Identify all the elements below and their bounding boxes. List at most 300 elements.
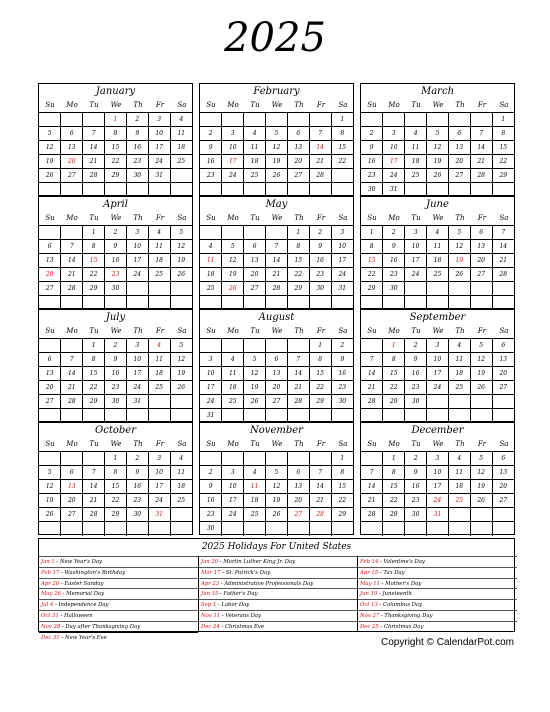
day-cell: 16: [383, 254, 405, 268]
month-title: November: [250, 425, 303, 436]
holiday-row: [39, 588, 198, 599]
holiday-row: [199, 588, 358, 599]
day-cell: 11: [170, 466, 192, 480]
empty-cell: [361, 452, 383, 466]
holiday-name: - Thanksgiving Day: [379, 612, 433, 619]
day-cell: 9: [126, 466, 148, 480]
holiday-date: Jun 15: [201, 591, 219, 598]
day-cell: 22: [383, 381, 405, 395]
day-cell: 16: [331, 367, 353, 381]
day-cell: 18: [200, 268, 222, 282]
day-cell: 4: [427, 226, 449, 240]
month-february: [199, 83, 354, 196]
weekday-label: We: [432, 214, 444, 222]
month-june: [360, 196, 515, 309]
weekday-label: Th: [455, 101, 465, 109]
day-cell: 28: [83, 508, 105, 522]
empty-cell: [105, 409, 127, 423]
day-cell: 15: [83, 367, 105, 381]
day-cell: 2: [105, 339, 127, 353]
day-cell: 20: [492, 367, 514, 381]
day-cell: 12: [170, 240, 192, 254]
day-cell: 22: [83, 268, 105, 282]
day-cell: 1: [383, 339, 405, 353]
day-cell: 9: [331, 353, 353, 367]
weekday-label: Tu: [89, 440, 99, 448]
day-cell: 27: [61, 169, 83, 183]
day-cell: 23: [200, 508, 222, 522]
day-cell: 18: [170, 141, 192, 155]
empty-cell: [470, 282, 492, 296]
day-cell: 9: [405, 466, 427, 480]
empty-cell: [383, 522, 405, 536]
months-grid: [38, 83, 515, 536]
empty-cell: [331, 296, 353, 310]
holidays-title: 2025 Holidays For United States: [201, 542, 352, 552]
day-cell: 18: [222, 381, 244, 395]
weekday-label: Su: [45, 101, 55, 109]
weekday-label: We: [110, 327, 122, 335]
day-cell: 11: [427, 240, 449, 254]
empty-cell: [126, 296, 148, 310]
day-cell: 1: [83, 226, 105, 240]
day-cell: 13: [39, 254, 61, 268]
day-cell: 8: [331, 466, 353, 480]
weekday-label: Su: [367, 327, 377, 335]
month-title: April: [103, 199, 128, 210]
weekday-label: Su: [206, 440, 216, 448]
day-cell: 13: [61, 480, 83, 494]
day-cell: 8: [383, 353, 405, 367]
day-cell: 30: [200, 522, 222, 536]
day-cell: 8: [331, 127, 353, 141]
empty-cell: [448, 508, 470, 522]
weekday-label: Mo: [66, 214, 78, 222]
empty-cell: [287, 183, 309, 197]
day-cell: 21: [83, 155, 105, 169]
day-cell: 30: [309, 282, 331, 296]
day-grid: [200, 225, 353, 310]
holiday-name: - Columbus Day: [377, 602, 423, 609]
day-cell: 9: [200, 480, 222, 494]
empty-cell: [361, 113, 383, 127]
day-cell: 2: [361, 127, 383, 141]
empty-cell: [222, 296, 244, 310]
empty-cell: [148, 296, 170, 310]
empty-cell: [492, 183, 514, 197]
empty-cell: [170, 169, 192, 183]
empty-cell: [405, 113, 427, 127]
holiday-date: Oct 13: [360, 602, 378, 609]
day-cell: 23: [405, 381, 427, 395]
day-cell: 24: [126, 381, 148, 395]
holiday-row: [199, 567, 358, 578]
holiday-name: - Mother's Day: [380, 580, 422, 587]
day-cell: 7: [309, 127, 331, 141]
empty-cell: [61, 339, 83, 353]
weekday-label: Th: [294, 327, 304, 335]
holiday-row: [358, 567, 517, 578]
empty-cell: [331, 183, 353, 197]
weekday-label: Fr: [316, 101, 326, 109]
empty-cell: [126, 282, 148, 296]
day-cell: 20: [287, 155, 309, 169]
day-cell: 26: [39, 169, 61, 183]
day-cell: 4: [170, 452, 192, 466]
empty-cell: [170, 282, 192, 296]
month-title: September: [409, 312, 466, 323]
day-cell: 25: [148, 268, 170, 282]
weekday-label: Su: [367, 440, 377, 448]
holiday-name: - Veterans Day: [220, 612, 262, 619]
day-cell: 11: [148, 240, 170, 254]
empty-cell: [222, 452, 244, 466]
day-cell: 17: [148, 480, 170, 494]
day-grid: [361, 112, 514, 197]
empty-cell: [61, 113, 83, 127]
day-cell: 14: [309, 141, 331, 155]
day-cell: 7: [470, 127, 492, 141]
holiday-date: Apr 20: [41, 580, 60, 587]
day-cell: 10: [200, 367, 222, 381]
empty-cell: [244, 339, 266, 353]
day-cell: 3: [148, 452, 170, 466]
weekday-label: Tu: [411, 327, 421, 335]
day-cell: 7: [492, 226, 514, 240]
day-cell: 2: [405, 452, 427, 466]
day-cell: 4: [448, 452, 470, 466]
weekday-label: Tu: [89, 327, 99, 335]
empty-cell: [244, 183, 266, 197]
day-cell: 5: [427, 127, 449, 141]
empty-cell: [39, 183, 61, 197]
empty-cell: [39, 409, 61, 423]
day-grid: [200, 338, 353, 423]
weekday-label: Th: [294, 214, 304, 222]
weekday-label: Th: [133, 327, 143, 335]
day-cell: 3: [222, 466, 244, 480]
day-cell: 31: [148, 169, 170, 183]
empty-cell: [427, 409, 449, 423]
empty-cell: [266, 113, 288, 127]
weekday-label: Su: [45, 214, 55, 222]
empty-cell: [427, 296, 449, 310]
day-cell: 6: [61, 466, 83, 480]
empty-cell: [200, 113, 222, 127]
day-grid: [39, 112, 192, 197]
day-cell: 25: [170, 494, 192, 508]
day-cell: 15: [105, 141, 127, 155]
day-cell: 12: [470, 353, 492, 367]
empty-cell: [61, 296, 83, 310]
month-november: [199, 422, 354, 535]
day-cell: 23: [105, 268, 127, 282]
day-cell: 10: [148, 466, 170, 480]
empty-cell: [331, 522, 353, 536]
day-cell: 13: [287, 141, 309, 155]
day-cell: 6: [266, 353, 288, 367]
weekday-label: Mo: [66, 440, 78, 448]
holiday-date: May 11: [360, 580, 380, 587]
day-cell: 27: [39, 395, 61, 409]
day-cell: 7: [361, 466, 383, 480]
day-cell: 1: [383, 452, 405, 466]
day-cell: 5: [39, 127, 61, 141]
day-cell: 16: [126, 480, 148, 494]
holiday-row: [39, 632, 198, 643]
day-cell: 12: [39, 141, 61, 155]
day-cell: 2: [383, 226, 405, 240]
empty-cell: [331, 409, 353, 423]
day-cell: 8: [105, 127, 127, 141]
empty-cell: [405, 282, 427, 296]
empty-cell: [309, 113, 331, 127]
day-cell: 21: [83, 494, 105, 508]
day-cell: 15: [309, 367, 331, 381]
empty-cell: [405, 183, 427, 197]
holiday-row: [39, 599, 198, 610]
holiday-row: [358, 599, 517, 610]
day-cell: 12: [266, 480, 288, 494]
day-cell: 4: [222, 353, 244, 367]
day-cell: 26: [266, 169, 288, 183]
weekday-label: Mo: [388, 101, 400, 109]
empty-cell: [492, 296, 514, 310]
day-cell: 8: [383, 466, 405, 480]
day-cell: 16: [309, 254, 331, 268]
day-cell: 17: [383, 155, 405, 169]
empty-cell: [83, 409, 105, 423]
weekday-label: Su: [206, 101, 216, 109]
day-cell: 30: [405, 395, 427, 409]
empty-cell: [39, 296, 61, 310]
day-cell: 26: [470, 494, 492, 508]
day-cell: 5: [470, 339, 492, 353]
empty-cell: [427, 113, 449, 127]
day-cell: 13: [470, 240, 492, 254]
weekday-label: Sa: [338, 327, 348, 335]
day-cell: 21: [470, 155, 492, 169]
holiday-name: - Easter Sunday: [59, 580, 104, 587]
empty-cell: [492, 522, 514, 536]
weekday-label: Mo: [388, 327, 400, 335]
day-cell: 5: [170, 339, 192, 353]
day-cell: 18: [448, 367, 470, 381]
day-cell: 13: [39, 367, 61, 381]
day-cell: 22: [331, 494, 353, 508]
holidays-column-3: [358, 556, 517, 632]
day-cell: 8: [492, 127, 514, 141]
empty-cell: [39, 339, 61, 353]
day-cell: 10: [148, 127, 170, 141]
weekday-label: Tu: [411, 101, 421, 109]
day-cell: 3: [126, 339, 148, 353]
holiday-date: Nov 28: [41, 623, 61, 630]
day-cell: 26: [470, 381, 492, 395]
empty-cell: [83, 113, 105, 127]
year-title: 2025: [224, 15, 326, 61]
day-cell: 27: [287, 508, 309, 522]
day-cell: 23: [126, 155, 148, 169]
day-cell: 4: [244, 127, 266, 141]
day-cell: 24: [331, 268, 353, 282]
empty-cell: [492, 395, 514, 409]
day-cell: 21: [61, 268, 83, 282]
holidays-panel: [38, 538, 515, 641]
holiday-date: Oct 31: [41, 612, 59, 619]
day-cell: 10: [126, 353, 148, 367]
day-cell: 22: [361, 268, 383, 282]
holiday-row: [358, 621, 517, 632]
empty-cell: [266, 226, 288, 240]
weekday-label: Fr: [155, 101, 165, 109]
empty-cell: [266, 296, 288, 310]
day-cell: 24: [148, 494, 170, 508]
day-cell: 25: [148, 381, 170, 395]
day-cell: 7: [61, 353, 83, 367]
weekday-label: Su: [367, 214, 377, 222]
holidays-column-1: [39, 556, 198, 641]
weekday-label: Fr: [316, 214, 326, 222]
copyright-text[interactable]: Copyright © CalendarPot.com: [381, 637, 514, 648]
holiday-name: - Juneteenth: [377, 591, 412, 598]
holiday-date: Nov 11: [201, 612, 221, 619]
day-cell: 18: [448, 480, 470, 494]
empty-cell: [309, 183, 331, 197]
empty-cell: [170, 522, 192, 536]
holiday-name: - Day after Thanksgiving Day: [60, 623, 141, 630]
empty-cell: [405, 522, 427, 536]
day-cell: 29: [309, 395, 331, 409]
day-cell: 19: [39, 155, 61, 169]
weekday-label: Sa: [177, 101, 187, 109]
empty-cell: [170, 183, 192, 197]
day-cell: 28: [361, 395, 383, 409]
holiday-row: [39, 621, 198, 632]
day-cell: 29: [287, 282, 309, 296]
empty-cell: [427, 395, 449, 409]
weekday-label: We: [271, 327, 283, 335]
day-cell: 31: [148, 508, 170, 522]
day-cell: 22: [287, 268, 309, 282]
day-cell: 3: [200, 353, 222, 367]
weekday-label: Sa: [499, 327, 509, 335]
day-cell: 30: [331, 395, 353, 409]
day-cell: 1: [309, 339, 331, 353]
empty-cell: [361, 339, 383, 353]
day-cell: 4: [405, 127, 427, 141]
empty-cell: [39, 226, 61, 240]
weekday-label: Fr: [155, 440, 165, 448]
day-cell: 16: [126, 141, 148, 155]
day-cell: 8: [287, 240, 309, 254]
holiday-name: - Tax Day: [378, 569, 405, 576]
day-cell: 2: [126, 113, 148, 127]
empty-cell: [470, 522, 492, 536]
empty-cell: [61, 522, 83, 536]
day-cell: 29: [83, 395, 105, 409]
day-cell: 11: [448, 466, 470, 480]
day-cell: 25: [244, 169, 266, 183]
day-cell: 6: [492, 452, 514, 466]
empty-cell: [83, 296, 105, 310]
day-cell: 19: [266, 494, 288, 508]
day-cell: 16: [105, 367, 127, 381]
holiday-row: [39, 556, 198, 567]
empty-cell: [170, 409, 192, 423]
day-cell: 10: [222, 141, 244, 155]
day-cell: 19: [470, 480, 492, 494]
day-cell: 29: [105, 508, 127, 522]
empty-cell: [331, 169, 353, 183]
day-cell: 2: [105, 226, 127, 240]
day-cell: 28: [309, 169, 331, 183]
empty-cell: [383, 296, 405, 310]
day-cell: 3: [427, 339, 449, 353]
holiday-date: Apr 15: [360, 569, 379, 576]
day-grid: [39, 225, 192, 310]
day-cell: 15: [383, 480, 405, 494]
holiday-row: [358, 588, 517, 599]
day-cell: 26: [170, 268, 192, 282]
empty-cell: [361, 409, 383, 423]
empty-cell: [170, 296, 192, 310]
empty-cell: [448, 296, 470, 310]
empty-cell: [61, 409, 83, 423]
day-cell: 15: [383, 367, 405, 381]
empty-cell: [200, 339, 222, 353]
weekday-label: Fr: [155, 327, 165, 335]
day-cell: 18: [244, 155, 266, 169]
month-september: [360, 309, 515, 422]
day-cell: 19: [222, 268, 244, 282]
day-cell: 22: [83, 381, 105, 395]
day-cell: 14: [492, 240, 514, 254]
day-cell: 24: [427, 494, 449, 508]
holiday-row: [358, 610, 517, 621]
holiday-name: - Martin Luther King Jr. Day: [218, 559, 296, 565]
empty-cell: [266, 522, 288, 536]
day-cell: 28: [266, 282, 288, 296]
weekday-label: Tu: [250, 440, 260, 448]
day-cell: 13: [492, 353, 514, 367]
weekday-label: Th: [294, 440, 304, 448]
day-cell: 22: [492, 155, 514, 169]
day-cell: 10: [222, 480, 244, 494]
day-cell: 29: [492, 169, 514, 183]
empty-cell: [148, 522, 170, 536]
day-cell: 18: [148, 254, 170, 268]
day-cell: 9: [405, 353, 427, 367]
holiday-date: Sep 1: [201, 602, 217, 609]
day-cell: 4: [200, 240, 222, 254]
day-cell: 26: [427, 169, 449, 183]
day-cell: 1: [83, 339, 105, 353]
day-cell: 19: [470, 367, 492, 381]
empty-cell: [126, 183, 148, 197]
day-cell: 23: [383, 268, 405, 282]
holiday-date: Jan 20: [201, 559, 219, 565]
holiday-date: Jun 19: [360, 591, 378, 598]
day-cell: 19: [170, 254, 192, 268]
empty-cell: [39, 113, 61, 127]
empty-cell: [39, 452, 61, 466]
day-cell: 29: [383, 395, 405, 409]
day-cell: 11: [222, 367, 244, 381]
day-cell: 8: [83, 353, 105, 367]
empty-cell: [383, 113, 405, 127]
day-cell: 17: [331, 254, 353, 268]
